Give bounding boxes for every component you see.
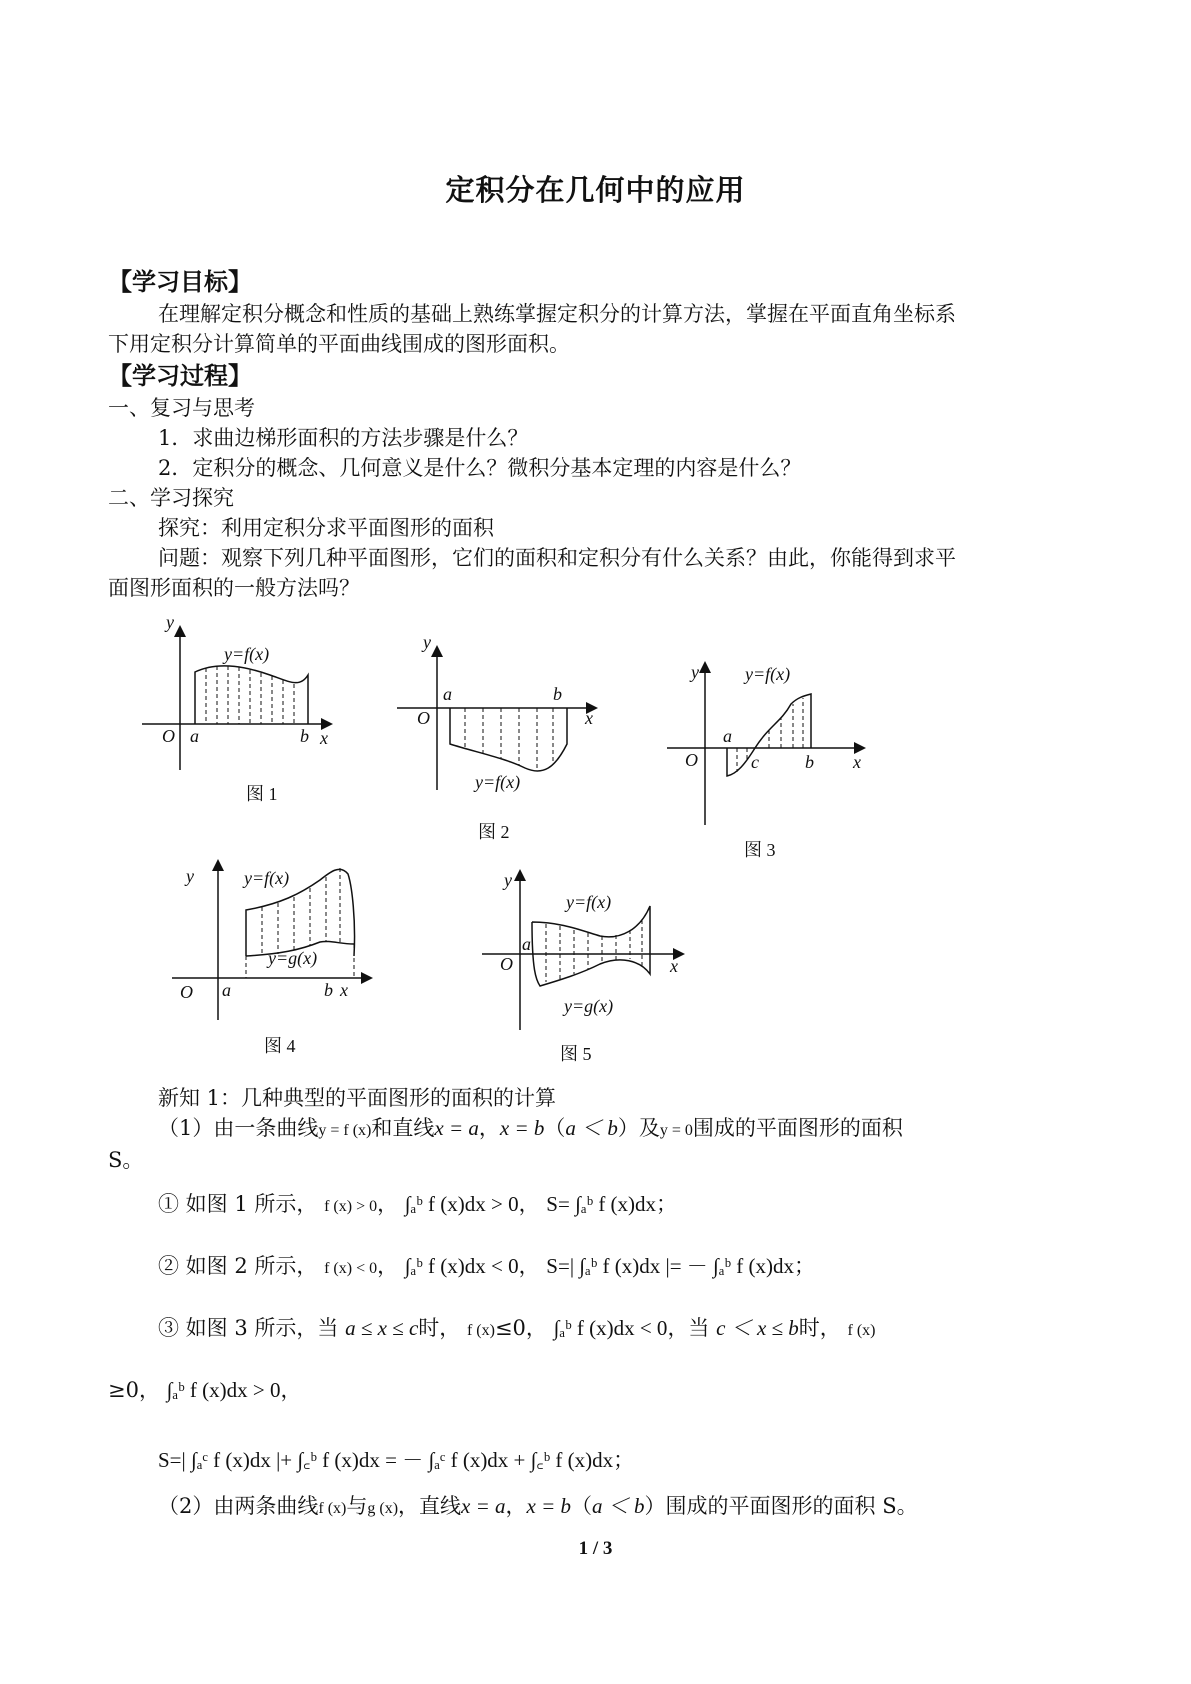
explore-line: 探究：利用定积分求平面图形的面积 [158,516,494,540]
review-question-2: 2．定积分的概念、几何意义是什么？微积分基本定理的内容是什么？ [158,456,802,480]
item-3-area: S=| ∫ₐᶜ f (x)dx |+ ∫꜀ᵇ f (x)dx = － ∫ₐᶜ f (x)dx + ∫꜀ᵇ f (x)dx [158,1448,614,1472]
case-1-curve: y = f (x) [318,1122,372,1139]
figure-2 [395,632,615,800]
fig3-curve-label: y=f(x) [745,664,791,684]
case-1-text-b: 和直线 [371,1116,435,1140]
case-1-text-a: （1）由一条曲线 [158,1116,319,1140]
item-3-line-2: ≥0， ∫ₐᵇ f (x)dx > 0， [108,1378,302,1402]
explore-title: 二、学习探究 [108,486,234,510]
item-2-label: ② 如图 2 所示， [158,1254,318,1278]
fig2-a-label: a [443,684,452,704]
item-3-line-1 [158,1312,875,1342]
case-2-x-b: x = b [526,1494,572,1518]
case-2-g: g (x) [367,1500,399,1517]
case-1-s: S。 [108,1148,144,1172]
item-2-line: ② 如图 2 所示， f (x) < 0， ∫ₐᵇ f (x)dx < 0， S=| ∫ₐᵇ f (x)dx |= － ∫ₐᵇ f (x)dx； [158,1254,816,1278]
case-2-sep: ， [505,1494,527,1518]
fig2-b-label: b [553,684,562,704]
figure-5 [480,870,700,1040]
case-2-condition: a ＜ b [592,1494,645,1518]
case-1-paren-open: （ [544,1116,566,1140]
page-title: 定积分在几何中的应用 [445,173,746,207]
figure-3-caption: 图 3 [744,840,776,860]
item-3-area-line: S=| ∫ₐᶜ f (x)dx |+ ∫꜀ᵇ f (x)dx = － ∫ₐᶜ f (x)dx + ∫꜀ᵇ f (x)dx； [158,1448,635,1472]
fig4-a-label: a [222,980,231,1000]
case-2-and: 与 [346,1494,368,1518]
process-heading: 【学习过程】 [108,362,252,390]
item-3-f-1: f (x) [466,1322,495,1339]
item-3-integral-1: ∫ₐᵇ f (x)dx < 0 [553,1316,668,1340]
fig4-curve-g-label: y=g(x) [268,948,318,968]
fig4-b-label: b [324,980,333,1000]
item-1-condition: f (x) > 0 [324,1198,378,1215]
case-1-text-d: ）及 [617,1116,660,1140]
case-2-line [158,1490,918,1520]
fig3-x-label: x [853,752,861,772]
case-1-x-a: x = a [434,1116,479,1140]
item-1-label: ① 如图 1 所示， [158,1192,318,1216]
fig1-b-label: b [300,726,309,746]
goal-line-2: 下用定积分计算简单的平面曲线围成的图形面积。 [108,332,570,356]
case-2-text-d: ）围成的平面图形的面积 S。 [644,1494,918,1518]
figure-4 [170,860,390,1020]
fig1-curve-label: y=f(x) [224,644,270,664]
fig1-y-label: y [166,612,174,632]
fig1-a-label: a [190,726,199,746]
case-1-x-b: x = b [499,1116,545,1140]
knowledge-title: 新知 1：几种典型的平面图形的面积的计算 [158,1086,557,1110]
case-1-sep: ， [478,1116,500,1140]
fig1-x-label: x [320,728,328,748]
goal-heading: 【学习目标】 [108,268,252,296]
fig3-b-label: b [805,752,814,772]
figure-4-caption: 图 4 [264,1036,296,1056]
case-1-y0: y = 0 [659,1122,693,1139]
goal-line-1: 在理解定积分概念和性质的基础上熟练掌握定积分的计算方法，掌握在平面直角坐标系 [158,302,956,326]
figure-1 [140,612,360,780]
item-3-le0: ≤0， [494,1316,547,1340]
case-2-text-a: （2）由两条曲线 [158,1494,319,1518]
fig3-y-label: y [691,662,699,682]
fig4-origin-label: O [180,982,193,1002]
fig5-curve-f-label: y=f(x) [566,892,612,912]
review-title: 一、复习与思考 [108,396,255,420]
fig5-curve-g-label: y=g(x) [564,996,614,1016]
case-1-line [158,1112,903,1142]
question-line-1: 问题：观察下列几种平面图形，它们的面积和定积分有什么关系？由此，你能得到求平 [158,546,956,570]
fig4-curve-f-label: y=f(x) [244,868,290,888]
fig3-c-label: c [751,752,759,772]
fig4-y-label: y [186,866,194,886]
item-2-condition: f (x) < 0 [324,1260,378,1277]
page-number: 1 / 3 [578,1538,613,1559]
fig5-origin-label: O [500,954,513,974]
fig5-x-label: x [670,956,678,976]
fig3-origin-label: O [685,750,698,770]
item-2-integral: ∫ₐᵇ f (x)dx < 0 [404,1254,519,1278]
item-3-label: ③ 如图 3 所示，当 [158,1316,339,1340]
item-3-range-2: c ＜ x ≤ b [716,1316,799,1340]
fig1-origin-label: O [162,726,175,746]
item-2-area: S=| ∫ₐᵇ f (x)dx |= － ∫ₐᵇ f (x)dx [546,1254,795,1278]
item-1-line: ① 如图 1 所示， f (x) > 0， ∫ₐᵇ f (x)dx > 0， S= ∫ₐᵇ f (x)dx； [158,1192,678,1216]
item-1-integral: ∫ₐᵇ f (x)dx > 0 [404,1192,519,1216]
item-3-ge0: ≥0， [108,1378,160,1402]
figure-2-caption: 图 2 [478,822,510,842]
case-2-x-a: x = a [461,1494,506,1518]
review-question-1: 1．求曲边梯形面积的方法步骤是什么？ [158,426,529,450]
fig2-origin-label: O [417,708,430,728]
figure-3 [665,660,885,830]
case-2-f: f (x) [318,1500,347,1517]
case-1-text-e: 围成的平面图形的面积 [692,1116,903,1140]
item-3-f-2: f (x) [847,1322,876,1339]
fig5-y-label: y [504,870,512,890]
figure-5-caption: 图 5 [560,1044,592,1064]
item-3-text-3: 时， [798,1316,841,1340]
item-3-text-2: ，当 [667,1316,710,1340]
case-2-paren-open: （ [571,1494,593,1518]
figure-1-caption: 图 1 [246,784,278,804]
case-1-condition: a ＜ b [565,1116,618,1140]
item-3-text-1: 时， [418,1316,461,1340]
fig3-a-label: a [723,726,732,746]
item-1-area: S= ∫ₐᵇ f (x)dx [546,1192,657,1216]
item-3-integral-2: ∫ₐᵇ f (x)dx > 0 [166,1378,281,1402]
case-2-text-b: ，直线 [398,1494,462,1518]
fig2-y-label: y [423,632,431,652]
fig2-x-label: x [585,708,593,728]
item-3-range-1: a ≤ x ≤ c [345,1316,419,1340]
fig5-a-label: a [522,934,531,954]
fig2-curve-label: y=f(x) [475,772,521,792]
question-line-2: 面图形面积的一般方法吗？ [108,576,360,600]
fig4-x-label: x [340,980,348,1000]
